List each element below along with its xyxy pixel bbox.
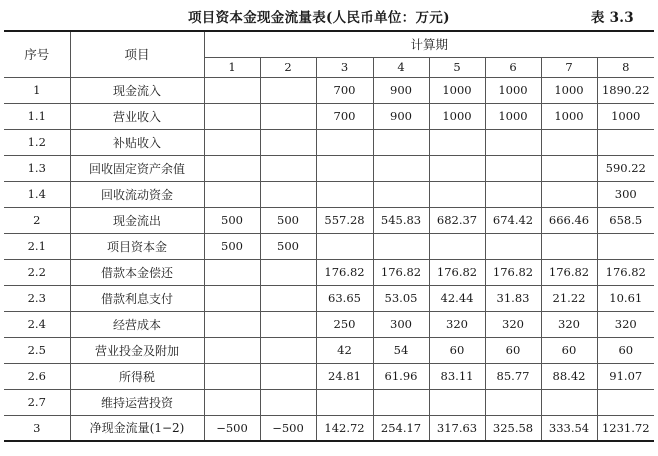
table-row (4, 181, 654, 207)
row-value-cell (597, 389, 654, 415)
row-value-cell (597, 233, 654, 259)
row-value-cell: 85.77 (485, 363, 541, 389)
row-value-cell (429, 129, 485, 155)
row-value-cell: 666.46 (541, 207, 597, 233)
table-body (4, 77, 654, 441)
row-seq: 2 (4, 207, 70, 233)
row-value-cell (429, 233, 485, 259)
row-value-cell: 1000 (485, 77, 541, 103)
row-seq: 2.2 (4, 259, 70, 285)
row-value-cell (485, 129, 541, 155)
row-value-cell: 545.83 (373, 207, 429, 233)
row-seq: 2.4 (4, 311, 70, 337)
period-header: 1 (204, 57, 260, 77)
row-value-cell: 700 (316, 77, 373, 103)
row-value-cell (260, 389, 316, 415)
row-value-cell: 1000 (541, 103, 597, 129)
row-value-cell: 1890.22 (597, 77, 654, 103)
row-value-cell: 590.22 (597, 155, 654, 181)
row-value-cell: 254.17 (373, 415, 429, 441)
row-seq: 3 (4, 415, 70, 441)
row-value-cell: 60 (541, 337, 597, 363)
row-value-cell: 60 (429, 337, 485, 363)
row-value-cell: 682.37 (429, 207, 485, 233)
row-value-cell (316, 233, 373, 259)
row-seq: 1.4 (4, 181, 70, 207)
row-value-cell (204, 77, 260, 103)
row-value-cell: −500 (204, 415, 260, 441)
row-value-cell: 325.58 (485, 415, 541, 441)
row-value-cell: 142.72 (316, 415, 373, 441)
row-value-cell (541, 389, 597, 415)
row-value-cell (541, 129, 597, 155)
row-value-cell (373, 129, 429, 155)
row-item-name: 回收固定资产余值 (70, 155, 204, 181)
table-title: 项目资本金现金流量表(人民币单位：万元) (188, 10, 450, 26)
row-value-cell: 674.42 (485, 207, 541, 233)
row-value-cell (260, 181, 316, 207)
row-value-cell (204, 363, 260, 389)
row-value-cell (485, 181, 541, 207)
row-value-cell: 1000 (597, 103, 654, 129)
row-value-cell (260, 77, 316, 103)
row-value-cell: 333.54 (541, 415, 597, 441)
row-value-cell (260, 363, 316, 389)
row-value-cell (260, 103, 316, 129)
row-seq: 2.7 (4, 389, 70, 415)
row-value-cell: 24.81 (316, 363, 373, 389)
row-item-name: 现金流出 (70, 207, 204, 233)
row-seq: 2.5 (4, 337, 70, 363)
row-value-cell (316, 389, 373, 415)
row-value-cell: 83.11 (429, 363, 485, 389)
row-value-cell: 176.82 (373, 259, 429, 285)
row-value-cell: 557.28 (316, 207, 373, 233)
row-item-name: 回收流动资金 (70, 181, 204, 207)
row-item-name: 现金流入 (70, 77, 204, 103)
period-header: 4 (373, 57, 429, 77)
table-row (4, 207, 654, 233)
row-value-cell: 1000 (429, 103, 485, 129)
row-value-cell (260, 129, 316, 155)
row-value-cell (485, 155, 541, 181)
row-value-cell: 500 (260, 207, 316, 233)
row-value-cell: 1000 (485, 103, 541, 129)
row-value-cell (541, 155, 597, 181)
row-value-cell (204, 259, 260, 285)
row-value-cell: 10.61 (597, 285, 654, 311)
row-value-cell (541, 233, 597, 259)
header-row (4, 31, 654, 57)
period-header: 2 (260, 57, 316, 77)
row-value-cell: 1231.72 (597, 415, 654, 441)
row-value-cell (204, 285, 260, 311)
period-header: 3 (316, 57, 373, 77)
row-item-name: 维持运营投资 (70, 389, 204, 415)
row-item-name: 借款本金偿还 (70, 259, 204, 285)
row-value-cell (260, 311, 316, 337)
row-value-cell (204, 181, 260, 207)
row-value-cell (373, 233, 429, 259)
row-value-cell (316, 129, 373, 155)
row-value-cell (429, 389, 485, 415)
row-item-name: 借款利息支付 (70, 285, 204, 311)
row-seq: 1.2 (4, 129, 70, 155)
row-value-cell (429, 155, 485, 181)
row-item-name: 净现金流量(1−2) (70, 415, 204, 441)
row-value-cell: 176.82 (597, 259, 654, 285)
row-value-cell (373, 181, 429, 207)
table-row (4, 415, 654, 441)
row-value-cell: 250 (316, 311, 373, 337)
row-item-name: 经营成本 (70, 311, 204, 337)
row-value-cell: 53.05 (373, 285, 429, 311)
row-value-cell: 21.22 (541, 285, 597, 311)
period-header: 7 (541, 57, 597, 77)
cash-flow-table (4, 30, 654, 442)
row-value-cell: 42.44 (429, 285, 485, 311)
row-value-cell (204, 311, 260, 337)
row-value-cell: 176.82 (541, 259, 597, 285)
row-value-cell: 900 (373, 103, 429, 129)
row-value-cell (429, 181, 485, 207)
row-value-cell: 317.63 (429, 415, 485, 441)
row-value-cell: 320 (485, 311, 541, 337)
row-value-cell (204, 103, 260, 129)
row-value-cell: 300 (373, 311, 429, 337)
row-value-cell: 31.83 (485, 285, 541, 311)
table-row (4, 285, 654, 311)
row-value-cell (541, 181, 597, 207)
table-row (4, 103, 654, 129)
table-row (4, 129, 654, 155)
row-value-cell: 658.5 (597, 207, 654, 233)
row-value-cell (485, 233, 541, 259)
table-number: 表 3.3 (590, 10, 634, 26)
row-item-name: 营业投金及附加 (70, 337, 204, 363)
row-seq: 1 (4, 77, 70, 103)
column-header-period-group: 计算期 (204, 31, 654, 57)
row-seq: 2.3 (4, 285, 70, 311)
row-value-cell (260, 337, 316, 363)
column-header-item: 项目 (70, 31, 204, 77)
row-value-cell: 91.07 (597, 363, 654, 389)
row-value-cell: 320 (541, 311, 597, 337)
row-seq: 1.1 (4, 103, 70, 129)
table-row (4, 311, 654, 337)
row-value-cell: 900 (373, 77, 429, 103)
row-value-cell: 176.82 (485, 259, 541, 285)
row-value-cell: 300 (597, 181, 654, 207)
row-value-cell: 320 (597, 311, 654, 337)
table-row (4, 155, 654, 181)
row-value-cell: 176.82 (429, 259, 485, 285)
row-seq: 2.6 (4, 363, 70, 389)
table-caption (0, 6, 658, 26)
row-value-cell: 1000 (541, 77, 597, 103)
row-value-cell (597, 129, 654, 155)
period-header: 6 (485, 57, 541, 77)
row-value-cell: 176.82 (316, 259, 373, 285)
row-item-name: 所得税 (70, 363, 204, 389)
period-header: 5 (429, 57, 485, 77)
row-item-name: 营业收入 (70, 103, 204, 129)
row-value-cell: 63.65 (316, 285, 373, 311)
row-value-cell: 1000 (429, 77, 485, 103)
table-row (4, 389, 654, 415)
row-value-cell (316, 155, 373, 181)
row-value-cell (204, 337, 260, 363)
row-value-cell (260, 259, 316, 285)
row-value-cell (204, 129, 260, 155)
row-item-name: 补贴收入 (70, 129, 204, 155)
row-value-cell: 60 (485, 337, 541, 363)
table-row (4, 77, 654, 103)
row-item-name: 项目资本金 (70, 233, 204, 259)
row-value-cell: 700 (316, 103, 373, 129)
row-value-cell (316, 181, 373, 207)
row-value-cell (485, 389, 541, 415)
row-value-cell: 320 (429, 311, 485, 337)
table-row (4, 259, 654, 285)
row-value-cell: 500 (204, 233, 260, 259)
row-seq: 2.1 (4, 233, 70, 259)
row-value-cell: 60 (597, 337, 654, 363)
row-value-cell (204, 155, 260, 181)
table-row (4, 233, 654, 259)
row-value-cell: 500 (204, 207, 260, 233)
row-value-cell (373, 389, 429, 415)
row-value-cell: −500 (260, 415, 316, 441)
table-row (4, 363, 654, 389)
period-header: 8 (597, 57, 654, 77)
row-value-cell: 88.42 (541, 363, 597, 389)
table-row (4, 337, 654, 363)
row-value-cell: 500 (260, 233, 316, 259)
row-value-cell: 61.96 (373, 363, 429, 389)
row-value-cell (204, 389, 260, 415)
row-value-cell: 54 (373, 337, 429, 363)
row-value-cell: 42 (316, 337, 373, 363)
row-value-cell (260, 155, 316, 181)
row-seq: 1.3 (4, 155, 70, 181)
row-value-cell (373, 155, 429, 181)
row-value-cell (260, 285, 316, 311)
column-header-seq: 序号 (4, 31, 70, 77)
